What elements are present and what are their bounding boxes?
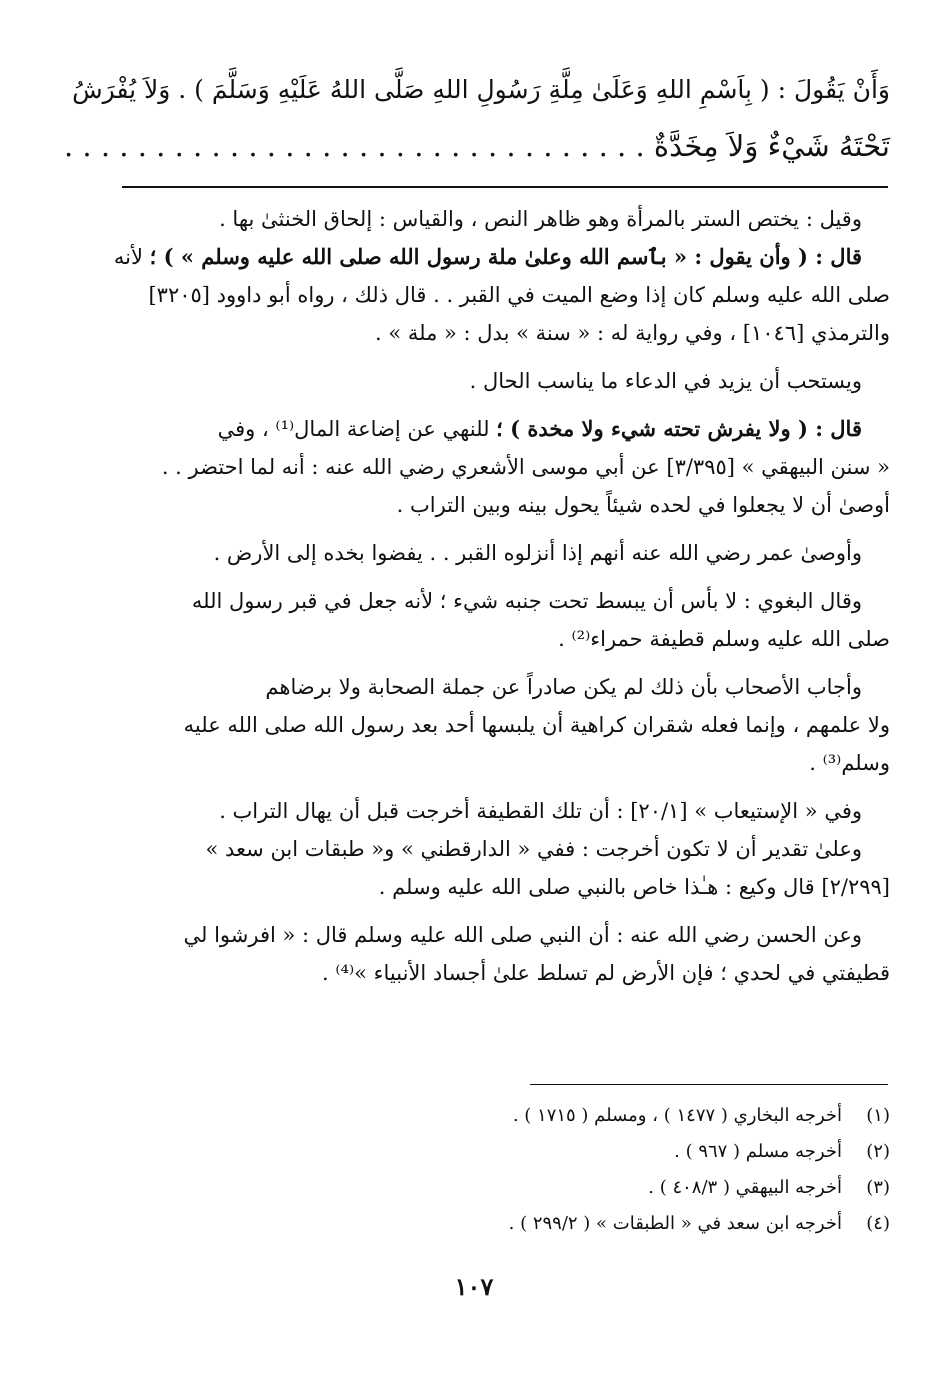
paragraph-5: وأوصىٰ عمر رضي الله عنه أنهم إذا أنزلوه القبر . . يفضوا بخده إلى الأرض . bbox=[213, 541, 862, 565]
paragraph-10: وعن الحسن رضي الله عنه : أن النبي صلى الله عليه وسلم قال : « افرشوا لي bbox=[183, 923, 862, 947]
commentary-text bbox=[114, 200, 890, 992]
paragraph-8: وفي « الإستيعاب » [٢٠/١] : أن تلك القطيفة أخرجت قبل أن يهال التراب . bbox=[219, 799, 862, 823]
footnotes bbox=[190, 1098, 890, 1242]
paragraph-2-cont: صلى الله عليه وسلم كان إذا وضع الميت في القبر . . قال ذلك ، رواه أبو داوود [٣٢٠٥] والترمذي [١٠٤٦] ، وفي رواية له : « سنة » بدل : « ملة » . bbox=[148, 283, 890, 345]
paragraph-10-cont: قطيفتي في لحدي ؛ فإن الأرض لم تسلط علىٰ أجساد الأنبياء »⁽⁴⁾ . bbox=[322, 961, 890, 985]
paragraph-7: وأجاب الأصحاب بأن ذلك لم يكن صادراً عن جملة الصحابة ولا برضاهم bbox=[265, 675, 862, 699]
paragraph-6-cont: صلى الله عليه وسلم قطيفة حمراء⁽²⁾ . bbox=[558, 627, 890, 651]
paragraph-9-cont: [٢/٢٩٩] قال وكيع : هـٰذا خاص بالنبي صلى الله عليه وسلم . bbox=[378, 875, 890, 899]
matn-separator-rule bbox=[122, 186, 888, 188]
footnote-separator-rule bbox=[530, 1084, 888, 1085]
paragraph-2: قال : ( وأن يقول : « بٱسم الله وعلىٰ ملة رسول الله صلى الله عليه وسلم » ) ؛ لأنه bbox=[113, 244, 862, 269]
matn-line-1: وَأَنْ يَقُولَ : ( بِاَسْمِ اللهِ وَعَلَىٰ مِلَّةِ رَسُولِ اللهِ صَلَّى اللهُ عَلَيْهِ وَسَلَّمَ ) . وَلاَ يُفْرَشُ bbox=[72, 75, 890, 104]
paragraph-7-cont: ولا علمهم ، وإنما فعله شقران كراهية أن يلبسها أحد بعد رسول الله صلى الله عليه وسلم⁽³⁾ . bbox=[183, 713, 890, 775]
page-number: ١٠٧ bbox=[454, 1272, 494, 1301]
quoted-matn: قال : ( ولا يفرش تحته شيء ولا مخدة ) ؛ bbox=[496, 416, 862, 441]
quoted-matn: قال : ( وأن يقول : « بٱسم الله وعلىٰ ملة رسول الله صلى الله عليه وسلم » ) ؛ bbox=[149, 244, 862, 269]
paragraph-9: وعلىٰ تقدير أن لا تكون أخرجت : ففي « الدارقطني » و« طبقات ابن سعد » bbox=[205, 837, 862, 861]
footnote-1: (١)أخرجه البخاري ( ١٤٧٧ ) ، ومسلم ( ١٧١٥ ) . bbox=[512, 1105, 890, 1126]
matn-line-2: تَحْتَهُ شَيْءٌ وَلاَ مِخَدَّةٌ . . . . . . . . . . . . . . . . . . . . . . . . . . . . . . . . bbox=[63, 129, 890, 163]
paragraph-1: وقيل : يختص الستر بالمرأة وهو ظاهر النص ، والقياس : إلحاق الخنثىٰ بها . bbox=[219, 207, 862, 231]
footnote-3: (٣)أخرجه البيهقي ( ٤٠٨/٣ ) . bbox=[648, 1177, 890, 1198]
footnote-4: (٤)أخرجه ابن سعد في « الطبقات » ( ٢٩٩/٢ ) . bbox=[508, 1213, 890, 1234]
footnote-2: (٢)أخرجه مسلم ( ٩٦٧ ) . bbox=[674, 1141, 890, 1162]
matn-text bbox=[60, 62, 890, 174]
paragraph-3: ويستحب أن يزيد في الدعاء ما يناسب الحال . bbox=[469, 369, 862, 393]
paragraph-6: وقال البغوي : لا بأس أن يبسط تحت جنبه شيء ؛ لأنه جعل في قبر رسول الله bbox=[191, 589, 862, 613]
paragraph-4: قال : ( ولا يفرش تحته شيء ولا مخدة ) ؛ للنهي عن إضاعة المال⁽¹⁾ ، وفي bbox=[217, 416, 862, 441]
paragraph-4-cont: « سنن البيهقي » [٣/٣٩٥] عن أبي موسى الأشعري رضي الله عنه : أنه لما احتضر . . أوصىٰ أن لا يجعلوا في لحده شيئاً يحول بينه وبين التراب . bbox=[161, 455, 890, 517]
